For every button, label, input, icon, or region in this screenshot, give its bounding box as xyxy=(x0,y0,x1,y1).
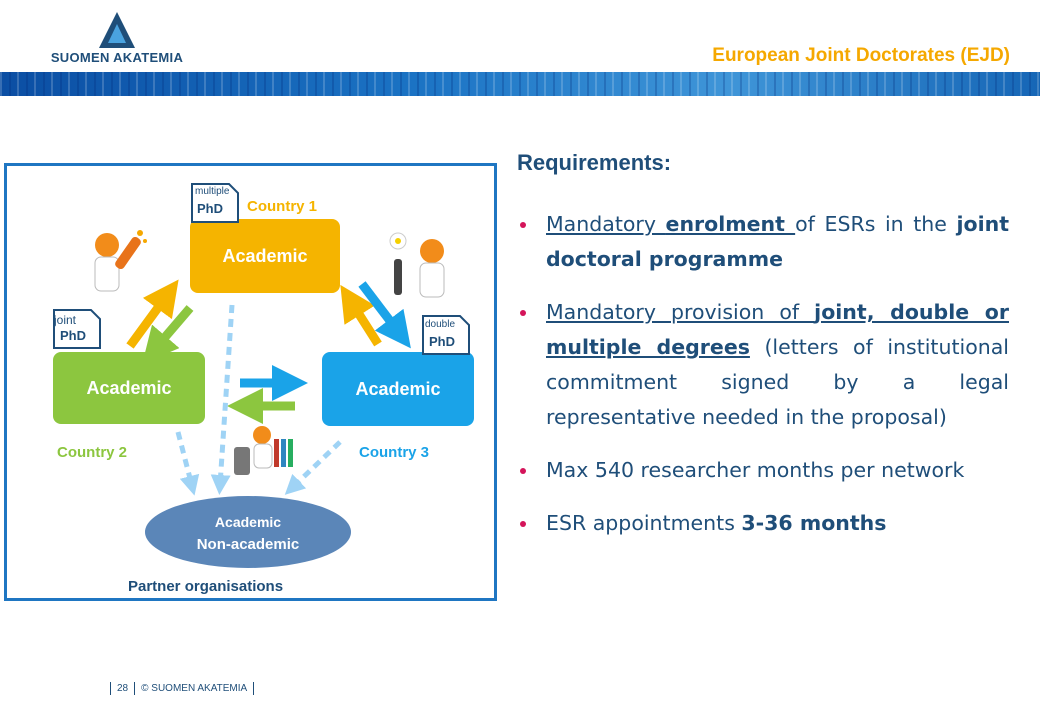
doc-joint-label: joint xyxy=(54,313,77,327)
partner-organisations-label: Partner organisations xyxy=(128,578,284,595)
logo-text: SUOMEN AKATEMIA xyxy=(50,50,184,65)
doc-multiple-label: multiple xyxy=(195,186,230,197)
suomen-akatemia-logo xyxy=(42,10,192,66)
phd-document-icon-double xyxy=(422,315,470,360)
doc-phd-label-left: PhD xyxy=(60,328,86,343)
requirement-item-appointments xyxy=(517,506,1009,541)
country-3-label: Country 3 xyxy=(359,444,430,461)
page-number: 28 xyxy=(117,683,129,695)
requirements-title: Requirements: xyxy=(517,150,672,175)
scientist-with-microscope-icon xyxy=(232,425,302,485)
logo-triangle-icon xyxy=(42,10,192,52)
footer xyxy=(104,682,260,695)
b2-text-2: joint, double or multiple degrees xyxy=(546,300,1009,359)
header-band xyxy=(0,72,1040,96)
b1-text-1: Mandatory xyxy=(546,212,666,236)
b4-text-1: ESR appointments xyxy=(546,511,742,535)
phd-document-icon-joint xyxy=(53,309,101,354)
dotted-arrow-top xyxy=(220,305,232,485)
academic-box-country-3: Academic xyxy=(322,352,474,426)
requirement-item-degrees xyxy=(517,295,1009,435)
country-2-label: Country 2 xyxy=(57,444,128,461)
doc-double-label: double xyxy=(425,319,456,330)
b2-text-1: Mandatory provision of xyxy=(546,300,815,324)
requirements-list xyxy=(517,207,1009,559)
academic-box-country-1: Academic xyxy=(190,219,340,293)
doc-phd-label-right: PhD xyxy=(429,334,455,349)
requirement-item-months: Max 540 researcher months per network xyxy=(517,453,1009,488)
scientist-with-flower-icon xyxy=(386,225,456,305)
partner-organisations-ellipse xyxy=(145,496,351,568)
requirement-item-enrolment xyxy=(517,207,1009,277)
b2-text-3: (letters of institutional commitment signed by a legal representative needed in the proposal) xyxy=(546,335,1009,429)
page-title: European Joint Doctorates (EJD) xyxy=(712,45,1010,66)
partner-nonacademic-label: Non-academic xyxy=(196,536,300,553)
arrow-green-left xyxy=(154,308,190,350)
dotted-arrow-left xyxy=(178,432,192,486)
doc-phd-label-top: PhD xyxy=(197,201,223,216)
b1-text-4: joint doctoral programme xyxy=(546,212,1009,271)
scientist-with-test-tube-icon xyxy=(85,225,155,305)
phd-document-icon-multiple xyxy=(191,183,239,228)
b1-text-2: enrolment xyxy=(665,212,796,236)
academic-box-country-2: Academic xyxy=(53,352,205,424)
b4-text-2: 3-36 months xyxy=(741,511,887,535)
partner-academic-label: Academic xyxy=(214,514,282,530)
b1-text-3: of ESRs in the xyxy=(795,212,957,236)
footer-copyright: © SUOMEN AKATEMIA xyxy=(141,683,248,695)
country-1-label: Country 1 xyxy=(247,198,318,215)
